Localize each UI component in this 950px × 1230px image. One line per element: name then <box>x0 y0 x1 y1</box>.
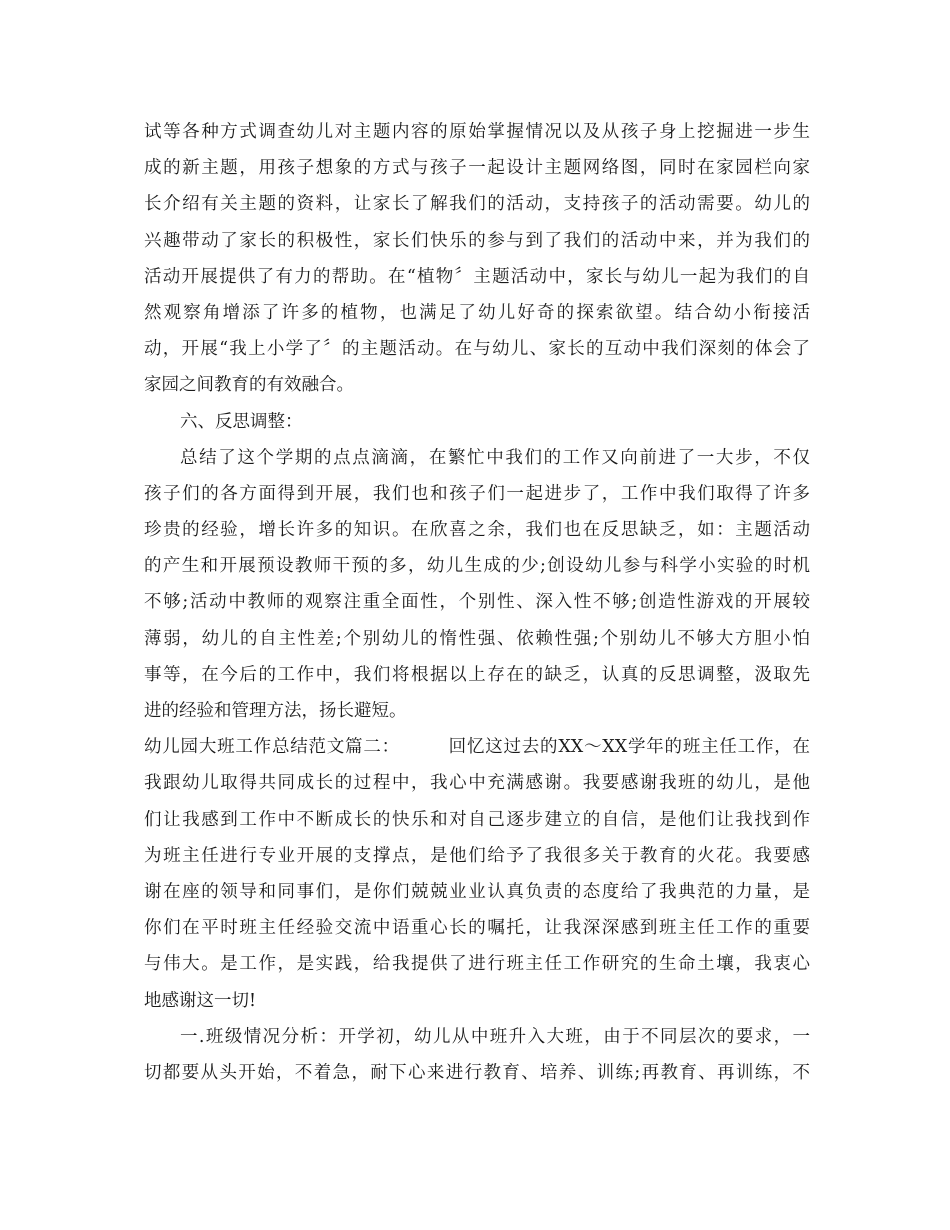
text-line: 活动开展提供了有力的帮助。在“植物〞主题活动中，家长与幼儿一起为我们的自 <box>144 266 810 287</box>
text-line: 家园之间教育的有效融合。 <box>144 375 354 396</box>
text-line: 长介绍有关主题的资料，让家长了解我们的活动，支持孩子的活动需要。幼儿的 <box>144 194 810 215</box>
text-line: 切都要从头开始，不着急，耐下心来进行教育、培养、训练;再教育、再训练，不 <box>144 1062 810 1083</box>
article-two-title: 幼儿园大班工作总结范文篇二： <box>144 737 400 758</box>
text-line: 总结了这个学期的点点滴滴，在繁忙中我们的工作又向前进了一大步，不仅 <box>180 447 810 468</box>
text-line: 试等各种方式调查幼儿对主题内容的原始掌握情况以及从孩子身上挖掘进一步生 <box>144 122 810 142</box>
text-line: 孩子们的各方面得到开展，我们也和孩子们一起进步了，工作中我们取得了许多 <box>144 483 810 504</box>
text-line: 为班主任进行专业开展的支撑点，是他们给予了我很多关于教育的火花。我要感 <box>144 845 810 866</box>
document-body <box>144 114 810 1091</box>
article-two-heading-line <box>144 729 810 765</box>
text-line: 成的新主题，用孩子想象的方式与孩子一起设计主题网络图，同时在家园栏向家 <box>144 158 810 179</box>
text-line: 动，开展“我上小学了〞的主题活动。在与幼儿、家长的互动中我们深刻的体会了 <box>144 339 810 360</box>
section-heading: 六、反思调整： <box>180 411 303 432</box>
text-line: 我跟幼儿取得共同成长的过程中，我心中充满感谢。我要感谢我班的幼儿，是他 <box>144 773 810 794</box>
text-line: 地感谢这一切! <box>144 990 257 1011</box>
text-line: 然观察角增添了许多的植物，也满足了幼儿好奇的探索欲望。结合幼小衔接活 <box>144 302 810 323</box>
text-line: 与伟大。是工作，是实践，给我提供了进行班主任工作研究的生命土壤，我衷心 <box>144 954 810 975</box>
article-two-opening: 回忆这过去的XX～XX学年的班主任工作，在 <box>447 737 810 758</box>
text-line: 一.班级情况分析：开学初，幼儿从中班升入大班，由于不同层次的要求，一 <box>180 1026 810 1047</box>
text-line: 的产生和开展预设教师干预的多，幼儿生成的少;创设幼儿参与科学小实验的时机 <box>144 556 810 577</box>
text-line: 兴趣带动了家长的积极性，家长们快乐的参与到了我们的活动中来，并为我们的 <box>144 230 810 251</box>
text-line: 薄弱，幼儿的自主性差;个别幼儿的惰性强、依赖性强;个别幼儿不够大方胆小怕 <box>144 628 810 649</box>
text-line: 你们在平时班主任经验交流中语重心长的嘱托，让我深深感到班主任工作的重要 <box>144 918 810 939</box>
text-line: 谢在座的领导和同事们，是你们兢兢业业认真负责的态度给了我典范的力量，是 <box>144 881 810 902</box>
text-line: 们让我感到工作中不断成长的快乐和对自己逐步建立的自信，是他们让我找到作 <box>144 809 810 830</box>
text-line: 事等，在今后的工作中，我们将根据以上存在的缺乏，认真的反思调整，汲取先 <box>144 664 810 685</box>
text-line: 不够;活动中教师的观察注重全面性，个别性、深入性不够;创造性游戏的开展较 <box>144 592 810 613</box>
text-line: 珍贵的经验，增长许多的知识。在欣喜之余，我们也在反思缺乏，如：主题活动 <box>144 520 810 541</box>
text-line: 进的经验和管理方法，扬长避短。 <box>144 701 407 721</box>
